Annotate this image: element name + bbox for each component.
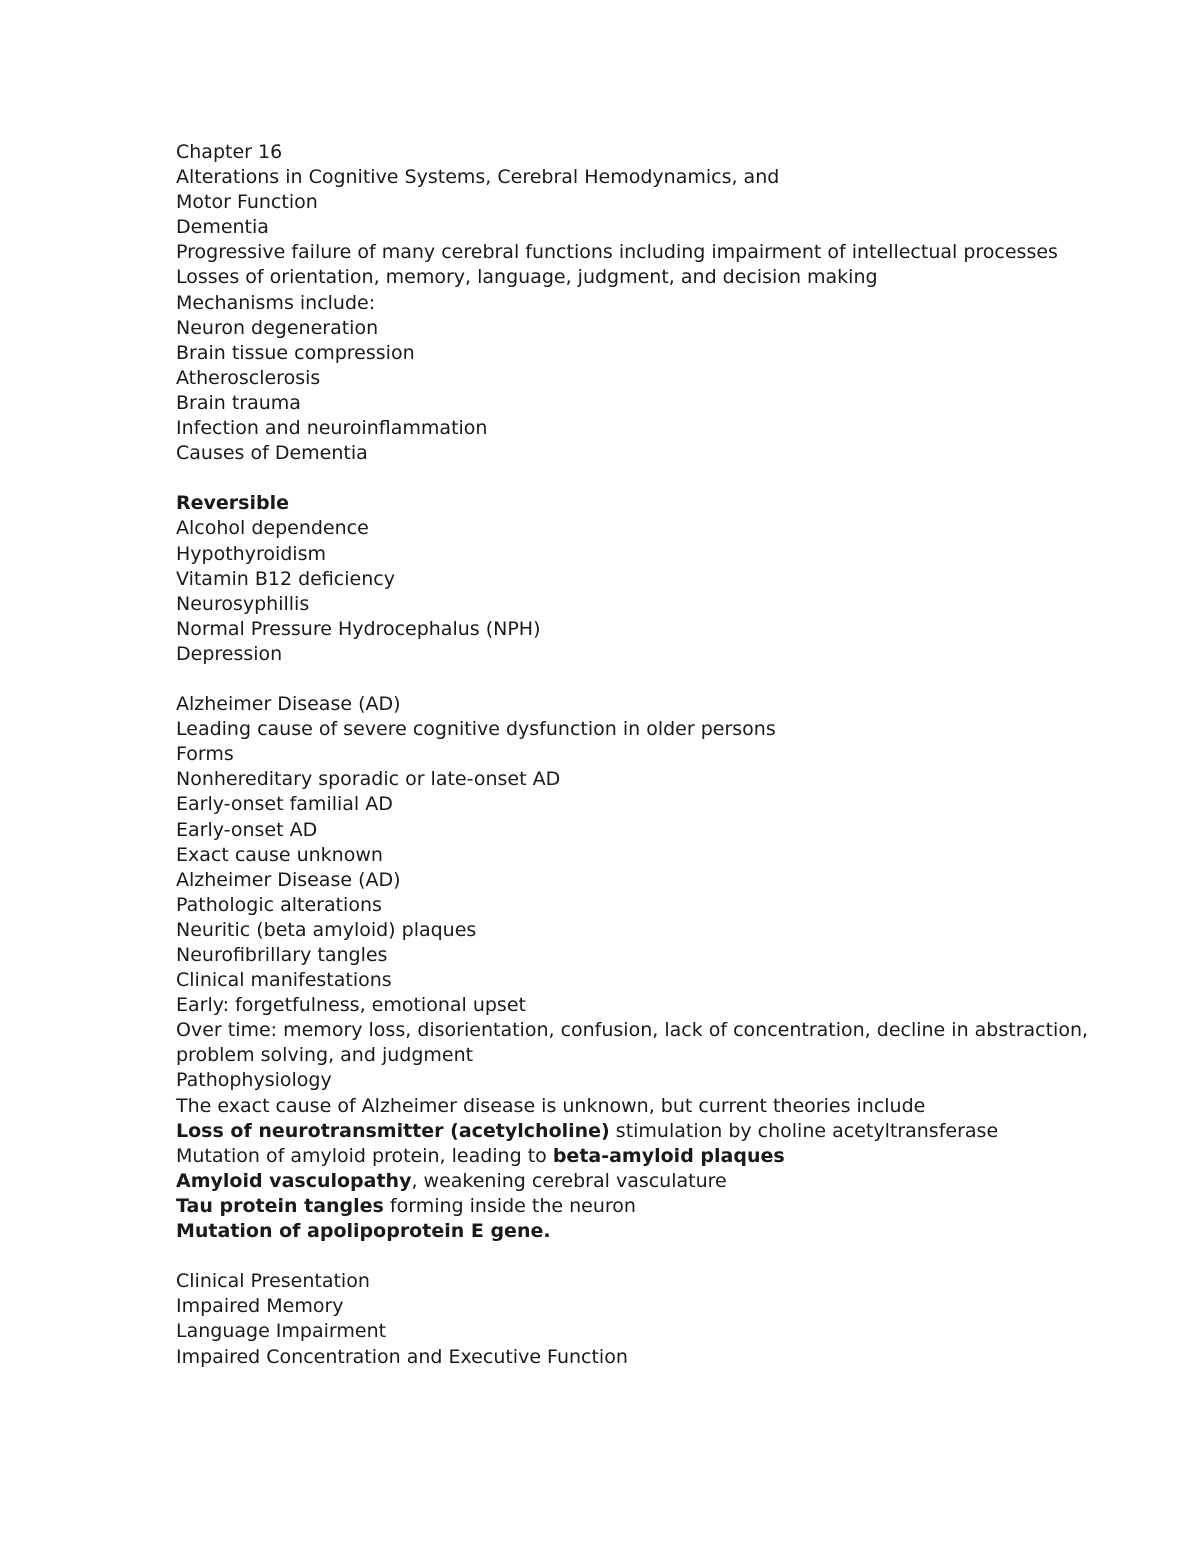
ad-leading-cause: Leading cause of severe cognitive dysfunction in older persons: [176, 718, 776, 741]
theory-4-bold: Tau protein tangles: [176, 1194, 384, 1217]
theory-3-bold: Amyloid vasculopathy: [176, 1169, 412, 1192]
dementia-definition: Progressive failure of many cerebral functions including impairment of intellectual processes: [176, 241, 1058, 264]
theory-1-rest: stimulation by choline acetyltransferase: [609, 1119, 999, 1142]
theory-4: [176, 1194, 1136, 1219]
ad-heading-2: Alzheimer Disease (AD): [176, 868, 401, 891]
theory-3-rest: , weakening cerebral vasculature: [411, 1169, 727, 1192]
theory-2-pre: Mutation of amyloid protein, leading to: [176, 1144, 553, 1167]
dementia-heading: Dementia: [176, 216, 269, 239]
clinical-presentation-item: Language Impairment: [176, 1320, 387, 1343]
chapter-label: Chapter 16: [176, 141, 283, 163]
blank-line: [176, 466, 1136, 491]
blank-line: [176, 667, 1136, 692]
mechanism-item: Neuron degeneration: [176, 316, 379, 339]
blank-line: [176, 1244, 1136, 1269]
ad-clinical-heading: Clinical manifestations: [176, 969, 392, 992]
ad-pathophys-heading: Pathophysiology: [176, 1069, 332, 1092]
chapter-title-line-2: Motor Function: [176, 191, 318, 214]
ad-theories-intro: The exact cause of Alzheimer disease is unknown, but current theories include: [176, 1094, 926, 1117]
mechanisms-heading: Mechanisms include:: [176, 291, 376, 314]
mechanism-item: Atherosclerosis: [176, 366, 321, 389]
ad-early: Early: forgetfulness, emotional upset: [176, 994, 526, 1017]
clinical-presentation-heading: Clinical Presentation: [176, 1270, 370, 1293]
mechanism-item: Brain tissue compression: [176, 341, 415, 364]
ad-heading: Alzheimer Disease (AD): [176, 693, 401, 716]
theory-1-bold: Loss of neurotransmitter (acetylcholine): [176, 1119, 610, 1142]
ad-cause: Exact cause unknown: [176, 843, 383, 866]
ad-patho-item: Neurofibrillary tangles: [176, 944, 388, 966]
reversible-item: Hypothyroidism: [176, 542, 326, 565]
reversible-item: Vitamin B12 deficiency: [176, 567, 395, 590]
mechanism-item: Infection and neuroinflammation: [176, 417, 488, 440]
reversible-item: Alcohol dependence: [176, 517, 369, 540]
ad-form-item: Early-onset AD: [176, 818, 318, 841]
theory-5-bold: Mutation of apolipoprotein E gene.: [176, 1220, 551, 1243]
ad-over-time: Over time: memory loss, disorientation, confusion, lack of concentration, decline in abstraction, problem solving, and judgment: [176, 1019, 1089, 1067]
theory-4-rest: forming inside the neuron: [383, 1194, 636, 1217]
theory-2-bold: beta-amyloid plaques: [552, 1144, 785, 1167]
chapter-title-line-1: Alterations in Cognitive Systems, Cerebral Hemodynamics, and: [176, 166, 780, 189]
ad-form-item: Nonhereditary sporadic or late-onset AD: [176, 768, 561, 791]
ad-patho-heading: Pathologic alterations: [176, 893, 382, 916]
reversible-item: Neurosyphillis: [176, 592, 310, 615]
ad-patho-item: Neuritic (beta amyloid) plaques: [176, 918, 477, 941]
causes-heading: Causes of Dementia: [176, 442, 368, 465]
theory-2: [176, 1144, 1136, 1169]
theory-1: [176, 1119, 1136, 1144]
reversible-item: Normal Pressure Hydrocephalus (NPH): [176, 617, 541, 640]
reversible-heading: Reversible: [176, 492, 289, 515]
ad-forms-heading: Forms: [176, 743, 234, 766]
clinical-presentation-item: Impaired Concentration and Executive Function: [176, 1345, 628, 1368]
dementia-losses: Losses of orientation, memory, language, judgment, and decision making: [176, 266, 878, 289]
mechanism-item: Brain trauma: [176, 391, 301, 414]
document-page: [176, 140, 1136, 1370]
ad-form-item: Early-onset familial AD: [176, 793, 393, 816]
theory-5: [176, 1219, 1136, 1244]
clinical-presentation-item: Impaired Memory: [176, 1295, 344, 1318]
theory-3: [176, 1169, 1136, 1194]
reversible-item: Depression: [176, 642, 283, 665]
